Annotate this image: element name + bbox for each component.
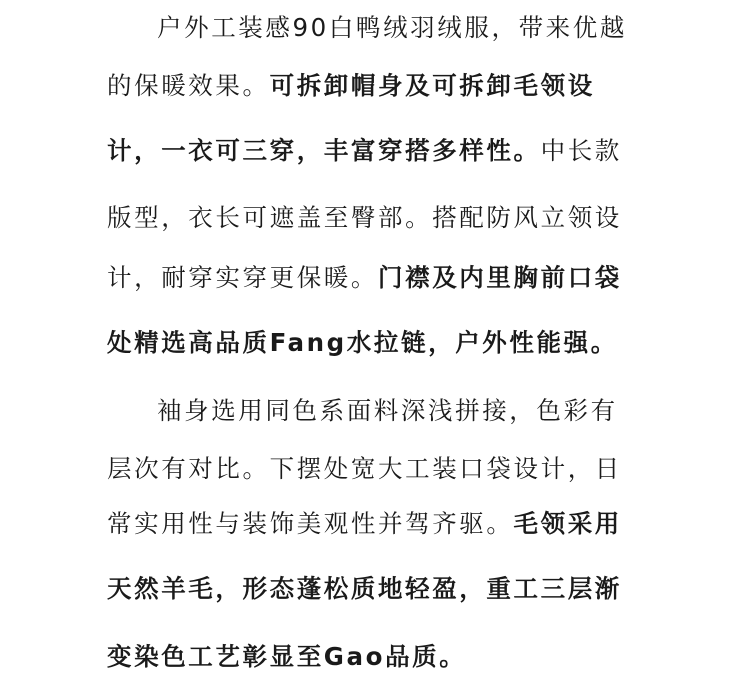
regular-text: 常实用性与装饰美观性并驾齐驱。 <box>107 509 514 538</box>
regular-text: 层次有对比。下摆处宽大工装口袋设计，日 <box>107 454 622 483</box>
bold-text: 变染色工艺彰显至Gao品质。 <box>107 642 467 671</box>
bold-text: 门襟及内里胸前口袋 <box>378 263 622 292</box>
text-line <box>107 569 667 609</box>
bold-text: 毛领采用 <box>513 509 622 538</box>
text-line <box>107 131 667 171</box>
bold-text: 可拆卸帽身及可拆卸毛领设 <box>269 71 595 100</box>
regular-text: 中长款 <box>540 136 622 165</box>
text-line <box>107 449 667 489</box>
regular-text: 户外工装感90白鸭绒羽绒服，带来优越 <box>157 13 627 42</box>
text-line <box>107 66 667 106</box>
regular-text: 计，耐穿实穿更保暖。 <box>107 263 378 292</box>
bold-text: 天然羊毛，形态蓬松质地轻盈，重工三层渐 <box>107 574 622 603</box>
bold-text: 处精选高品质Fang水拉链，户外性能强。 <box>107 328 618 357</box>
regular-text: 版型，衣长可遮盖至臀部。搭配防风立领设 <box>107 203 622 232</box>
text-line <box>107 504 667 544</box>
text-line <box>107 258 667 298</box>
text-line <box>107 637 667 677</box>
regular-text: 的保暖效果。 <box>107 71 270 100</box>
regular-text: 袖身选用同色系面料深浅拼接，色彩有 <box>157 396 618 425</box>
text-line <box>107 323 667 363</box>
text-line <box>157 391 717 431</box>
text-line <box>157 8 717 48</box>
text-line <box>107 198 667 238</box>
bold-text: 计，一衣可三穿，丰富穿搭多样性。 <box>107 136 541 165</box>
